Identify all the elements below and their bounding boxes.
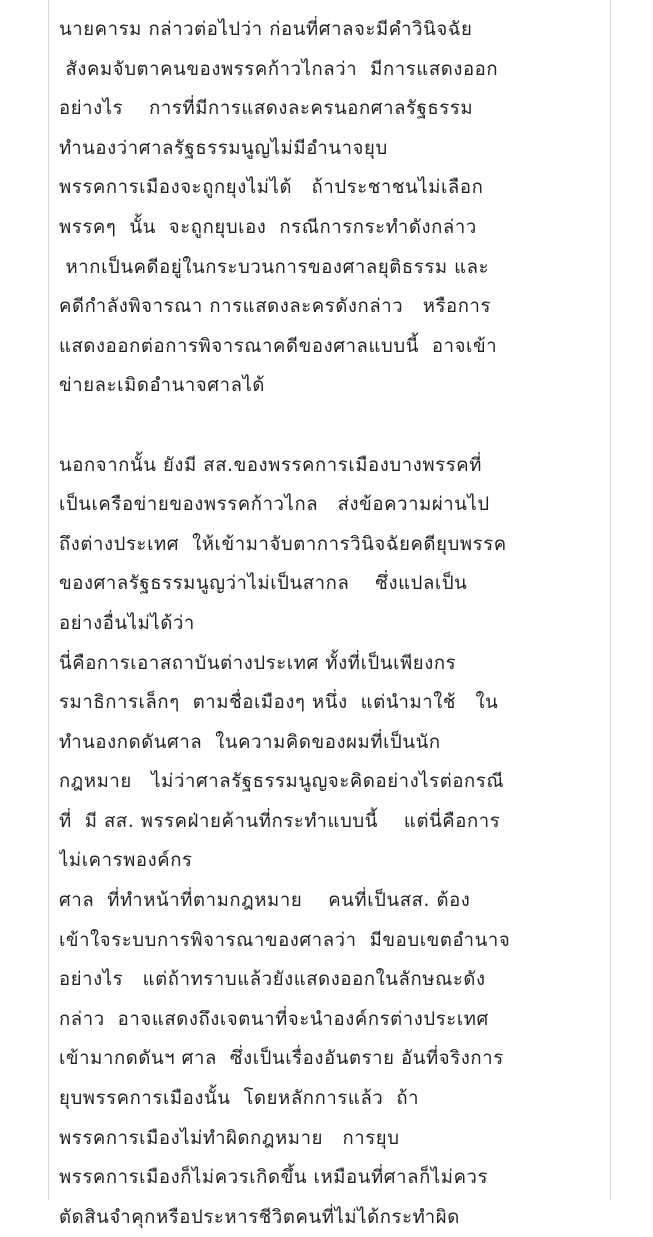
text-line: ศาล ที่ทำหน้าที่ตามกฎหมาย คนที่เป็นสส. ต้อง [59,890,471,912]
text-line: หากเป็นคดีอยู่ในกระบวนการของศาลยุติธรรม และ [59,256,490,278]
text-line: นอกจากนั้น ยังมี สส.ของพรรคการเมืองบางพรรคที่ [59,454,482,476]
text-line: พรรคๆ นั้น จะถูกยุบเอง กรณีการกระทำดังกล่าว [59,216,477,238]
text-line: ตัดสินจำคุกหรือประหารชีวิตคนที่ไม่ได้กระทำผิด [59,1206,460,1228]
text-line: นายคารม กล่าวต่อไปว่า ก่อนที่ศาลจะมีคำวินิจฉัย [59,19,473,40]
text-line: ทำนองกดดันศาล ในความคิดของผมที่เป็นนัก [59,731,441,753]
text-line: เข้าใจระบบการพิจารณาของศาลว่า มีขอบเขตอำนาจ [59,929,511,951]
text-line: พรรคการเมืองไม่ทำผิดกฎหมาย การยุบ [59,1127,400,1149]
text-line: พรรคการเมืองก็ไม่ควรเกิดขึ้น เหมือนที่ศาลก็ไม่ควร [59,1167,489,1189]
text-line: นี่คือการเอาสถาบันต่างประเทศ ทั้งที่เป็นเพียงกร [59,652,457,674]
article-text [59,10,611,1237]
text-line: อย่างไร การที่มีการแสดงละครนอกศาลรัฐธรรม [59,98,474,120]
text-line: รมาธิการเล็กๆ ตามชื่อเมืองๆ หนึ่ง แต่นำมาใช้ ใน [59,692,499,714]
text-line: ที่ มี สส. พรรคฝ่ายค้านที่กระทำแบบนี้ แต่นี่คือการ [59,810,501,832]
text-line: กฎหมาย ไม่ว่าศาลรัฐธรรมนูญจะคิดอย่างไรต่อกรณี [59,771,505,793]
text-line: เข้ามากดดันฯ ศาล ซึ่งเป็นเรื่องอันตราย อันที่จริงการ [59,1048,504,1070]
text-line: คดีกำลังพิจารณา การแสดงละครดังกล่าว หรือการ [59,296,492,318]
text-line: อย่างไร แต่ถ้าทราบแล้วยังแสดงออกในลักษณะดัง [59,969,486,991]
text-line: พรรคการเมืองจะถูกยุงไม่ได้ ถ้าประชาชนไม่เลือก [59,177,484,199]
text-line: ของศาลรัฐธรรมนูญว่าไม่เป็นสากล ซึ่งแปลเป็น [59,573,468,595]
text-line: กล่าว อาจแสดงถึงเจตนาที่จะนำองค์กรต่างประเทศ [59,1008,489,1030]
text-line: สังคมจับตาคนของพรรคก้าวไกลว่า มีการแสดงออก [59,58,499,80]
text-line: ถึงต่างประเทศ ให้เข้ามาจับตาการวินิจฉัยคดียุบพรรค [59,533,507,555]
text-line: แสดงออกต่อการพิจารณาคดีของศาลแบบนี้ อาจเข้า [59,335,498,357]
text-line: เป็นเครือข่ายของพรรคก้าวไกล ส่งข้อความผ่านไป [59,494,490,516]
text-line: ไม่เคารพองค์กร [59,850,193,872]
text-line: ข่ายละเมิดอำนาจศาลได้ [59,375,266,397]
text-line: ยุบพรรคการเมืองนั้น โดยหลักการแล้ว ถ้า [59,1088,420,1110]
text-line: อย่างอื่นไม่ได้ว่า [59,612,195,634]
blank-line [59,406,611,446]
text-line: ทำนองว่าศาลรัฐธรรมนูญไม่มีอำนาจยุบ [59,137,388,159]
